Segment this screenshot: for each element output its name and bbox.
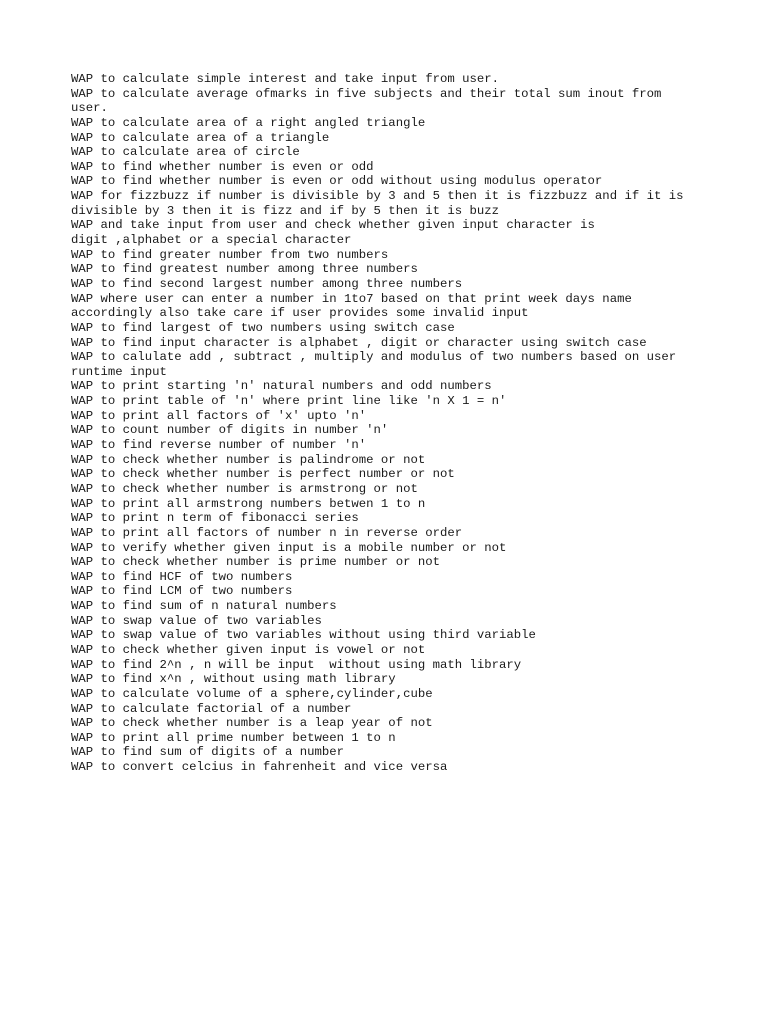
text-line: WAP to convert celcius in fahrenheit and vice versa <box>71 760 448 775</box>
text-line: WAP to find greatest number among three numbers <box>71 262 418 277</box>
text-line: WAP to check whether number is prime number or not <box>71 555 440 570</box>
text-line: WAP to print n term of fibonacci series <box>71 511 359 526</box>
text-line: WAP to find x^n , without using math library <box>71 672 396 687</box>
text-line: WAP to find second largest number among three numbers <box>71 276 463 291</box>
text-line: WAP to find sum of digits of a number <box>71 745 345 760</box>
text-line: WAP to find reverse number of number 'n' <box>71 438 367 453</box>
text-line: divisible by 3 then it is fizz and if by 5 then it is buzz <box>71 203 500 218</box>
text-line: WAP to find largest of two numbers using switch case <box>71 320 455 335</box>
text-line: WAP where user can enter a number in 1to7 based on that print week days name <box>71 291 632 306</box>
text-line: WAP to check whether number is armstrong or not <box>71 481 418 496</box>
text-line: WAP to find whether number is even or odd without using modulus operator <box>71 174 603 189</box>
text-line: WAP to check whether number is palindrome or not <box>71 452 426 467</box>
text-line: WAP to check whether given input is vowel or not <box>71 642 426 657</box>
text-line: WAP to swap value of two variables <box>71 613 322 628</box>
text-line: WAP to find input character is alphabet , digit or character using switch case <box>71 335 647 350</box>
text-line: WAP to print starting 'n' natural numbers and odd numbers <box>71 379 492 394</box>
text-line: WAP for fizzbuzz if number is divisible by 3 and 5 then it is fizzbuzz and if it is <box>71 189 684 204</box>
text-line: WAP to calculate simple interest and take input from user. <box>71 72 500 86</box>
text-line: WAP to find greater number from two numbers <box>71 247 389 262</box>
text-line: WAP to print all factors of number n in reverse order <box>71 525 463 540</box>
text-line: WAP to check whether number is perfect number or not <box>71 467 455 482</box>
text-line: WAP to check whether number is a leap year of not <box>71 716 433 731</box>
text-line: WAP and take input from user and check whether given input character is <box>71 218 595 233</box>
text-line: WAP to print all factors of 'x' upto 'n' <box>71 408 367 423</box>
text-line: accordingly also take care if user provides some invalid input <box>71 306 529 321</box>
text-line: WAP to print table of 'n' where print line like 'n X 1 = n' <box>71 394 507 409</box>
document-page <box>71 72 721 775</box>
text-line: WAP to calulate add , subtract , multiply and modulus of two numbers based on user <box>71 350 677 365</box>
text-line: WAP to calculate area of circle <box>71 145 300 160</box>
text-line: WAP to calculate volume of a sphere,cylinder,cube <box>71 686 433 701</box>
text-line: runtime input <box>71 364 167 379</box>
text-line: WAP to calculate average ofmarks in five subjects and their total sum inout from <box>71 86 662 101</box>
text-line: WAP to print all prime number between 1 to n <box>71 730 396 745</box>
text-line: WAP to count number of digits in number 'n' <box>71 423 389 438</box>
text-line: WAP to find 2^n , n will be input without using math library <box>71 657 522 672</box>
text-line: WAP to find LCM of two numbers <box>71 584 293 599</box>
text-line: WAP to verify whether given input is a mobile number or not <box>71 540 507 555</box>
text-line: user. <box>71 101 108 116</box>
text-line: WAP to print all armstrong numbers betwen 1 to n <box>71 496 426 511</box>
text-line: WAP to calculate factorial of a number <box>71 701 352 716</box>
text-line: WAP to find whether number is even or odd <box>71 159 374 174</box>
text-line: WAP to find sum of n natural numbers <box>71 599 337 614</box>
text-line: WAP to swap value of two variables without using third variable <box>71 628 536 643</box>
text-line: WAP to find HCF of two numbers <box>71 569 293 584</box>
text-line: WAP to calculate area of a right angled triangle <box>71 115 426 130</box>
text-line: WAP to calculate area of a triangle <box>71 130 330 145</box>
text-line: digit ,alphabet or a special character <box>71 233 352 248</box>
